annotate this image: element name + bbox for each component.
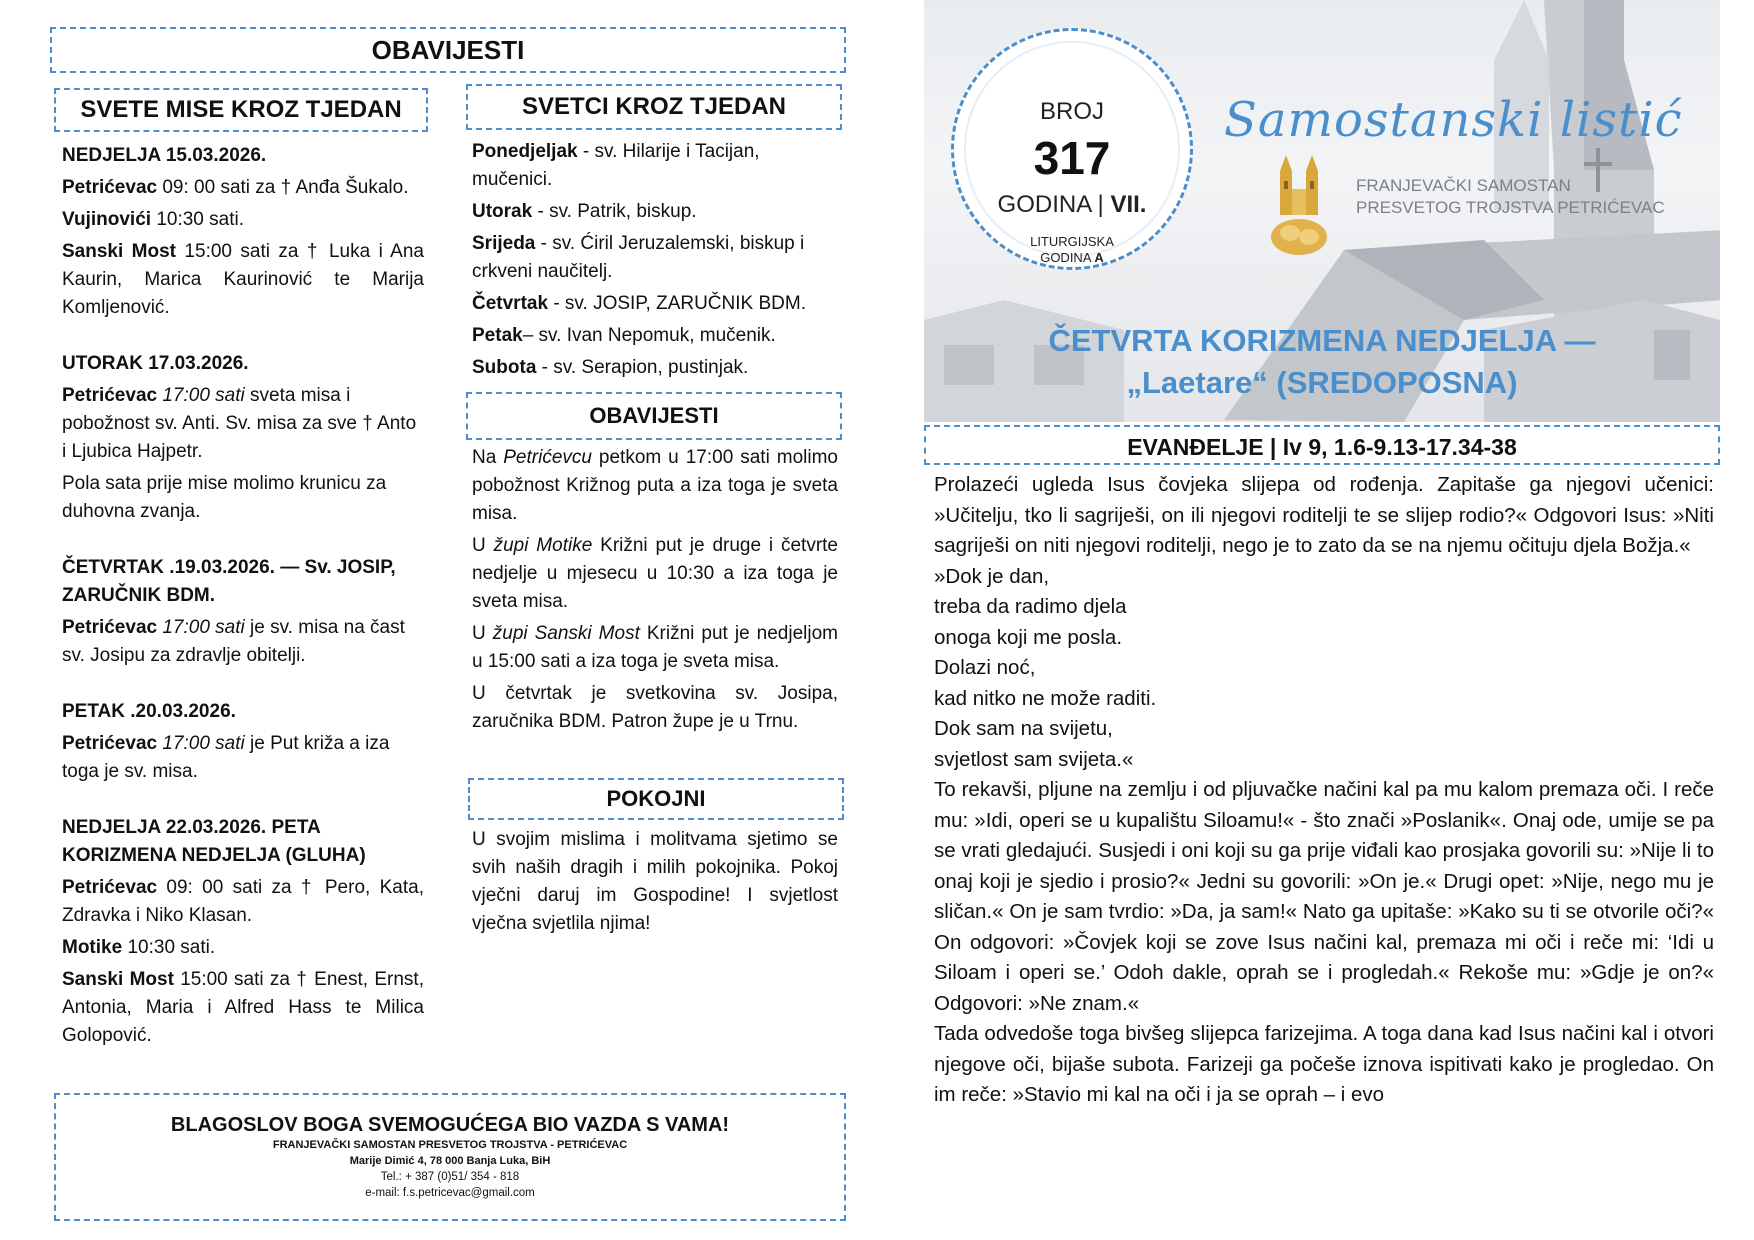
saint-item: Ponedjeljak - sv. Hilarije i Tacijan, mučenici. — [472, 141, 760, 190]
church-logo-icon — [1262, 153, 1342, 273]
mass-line: Sanski Most 15:00 sati za † Enest, Ernst, Antonia, Maria i Alfred Hass te Milica Golopović. — [62, 969, 424, 1046]
mass-day-3 — [62, 554, 424, 670]
deceased-header: POKOJNI — [468, 778, 844, 820]
verse-line: treba da radimo djela — [934, 595, 1127, 618]
footer-box — [54, 1093, 846, 1221]
blessing-line: BLAGOSLOV BOGA SVEMOGUĆEGA BIO VAZDA S VAMA! — [170, 1114, 730, 1136]
mass-day-title: NEDJELJA 15.03.2026. — [62, 145, 267, 166]
notice-item: Na Petrićevcu petkom u 17:00 sati molimo pobožnost Križnog puta a iza toga je sveta misa. — [472, 447, 838, 524]
gospel-verse — [934, 562, 1714, 776]
saint-item: Petak– sv. Ivan Nepomuk, mučenik. — [472, 325, 776, 346]
email: e-mail: f.s.petricevac@gmail.com — [365, 1187, 535, 1199]
mass-line: Petrićevac 17:00 sati je sv. misa na čast sv. Josipu za zdravlje obitelji. — [62, 617, 405, 666]
masses-column — [62, 142, 424, 1070]
mass-day-5 — [62, 814, 424, 1050]
notices-list — [472, 444, 838, 740]
mass-day-2 — [62, 350, 424, 526]
gospel-text — [934, 470, 1714, 1111]
bulletin-title: Samostanski listić — [1224, 92, 1683, 148]
monastery-subtitle: FRANJEVAČKI SAMOSTAN PRESVETOG TROJSTVA PETRIĆEVAC — [1356, 176, 1665, 217]
deceased-text — [472, 826, 838, 942]
mass-line: Petrićevac 17:00 sati je Put križa a iza toga je sv. misa. — [62, 733, 390, 782]
saint-item: Utorak - sv. Patrik, biskup. — [472, 201, 697, 222]
gospel-paragraph: Prolazeći ugleda Isus čovjeka slijepa od rođenja. Zapitaše ga njegovi učenici: »Učitelju, tko li sagriješi, on ili njegovi roditelji te se slijep rodio?« Odgovori Isus: »Niti sagriješi on niti njegovi roditelji, nego je to zato da se na njemu očituju djela Božja.« — [934, 473, 1714, 557]
issue-badge — [951, 28, 1193, 270]
phone: Tel.: + 387 (0)51/ 354 - 818 — [380, 1171, 520, 1183]
issue-badge-inner — [964, 41, 1180, 265]
notices-header: OBAVIJESTI — [466, 392, 842, 440]
liturgical-year: LITURGIJSKA GODINA A — [1030, 234, 1114, 265]
saint-item: Srijeda - sv. Ćiril Jeruzalemski, biskup i crkveni naučitelj. — [472, 233, 805, 282]
saints-header: SVETCI KROZ TJEDAN — [466, 84, 842, 130]
notice-item: U župi Motike Križni put je druge i četvrte nedjelje u mjesecu u 10:30 a iza toga je sveta misa. — [472, 535, 839, 612]
mass-line: Petrićevac 09: 00 sati za † Anđa Šukalo. — [62, 177, 409, 198]
deceased-paragraph: U svojim mislima i molitvama sjetimo se svih naših dragih i milih pokojnika. Pokoj vječni daruj im Gospodine! I svjetlost vječna svjetlila njima! — [472, 829, 838, 934]
mass-line: Vujinovići 10:30 sati. — [62, 209, 244, 230]
masses-header: SVETE MISE KROZ TJEDAN — [54, 88, 428, 132]
issue-number: 317 — [1033, 132, 1111, 184]
verse-line: svjetlost sam svijeta.« — [934, 747, 1134, 771]
mass-day-title: UTORAK 17.03.2026. — [62, 353, 249, 374]
verse-line: »Dok je dan, — [934, 564, 1050, 588]
issue-label: BROJ — [1039, 98, 1104, 125]
year-label: GODINA | VII. — [997, 191, 1147, 218]
verse-line: Dok sam na svijetu, — [934, 717, 1113, 740]
saints-list — [472, 138, 838, 386]
mass-day-title: PETAK .20.03.2026. — [62, 701, 236, 722]
verse-line: Dolazi noć, — [934, 656, 1036, 679]
notices-main-header: OBAVIJESTI — [50, 27, 846, 73]
gospel-paragraph: To rekavši, pljune na zemlju i od pljuvačke načini kal pa mu kalom premaza oči. I reče mu: »Idi, operi se u kupalištu Siloamu!« - što znači »Poslanik«. Onaj ode, umije se pa se vrati gledajući. Susjedi i oni koji su ga prije viđali kao prosjaka govorili su: »Nije li to onaj koji je sjedio i prosio?« Jedni su govorili: »On je.« Drugi opet: »Nije, nego mu je sličan.« On je sam tvrdio: »Da, ja sam!« Nato ga upitaše: »Kako su ti se otvorile oči?« On odgovori: »Čovjek koji se zove Isus načini kal, premaza mi oči i reče mi: ‘Idi u Siloam i operi se.’ Odoh dakle, oprah se i progledah.« Rekoše mu: »Gdje je on?« Odgovori: »Ne znam.« — [934, 778, 1714, 1015]
saint-item: Subota - sv. Serapion, pustinjak. — [472, 357, 749, 378]
saint-item: Četvrtak - sv. JOSIP, ZARUČNIK BDM. — [472, 293, 806, 314]
mass-day-title: ČETVRTAK .19.03.2026. — Sv. JOSIP, ZARUČNIK BDM. — [62, 557, 396, 606]
mass-day-1 — [62, 142, 424, 322]
masthead-hero — [924, 0, 1720, 422]
address: Marije Dimić 4, 78 000 Banja Luka, BiH — [349, 1155, 551, 1167]
mass-line: Sanski Most 15:00 sati za † Luka i Ana Kaurin, Marica Kaurinović te Marija Komljenović. — [62, 241, 424, 318]
mass-day-title: NEDJELJA 22.03.2026. PETA KORIZMENA NEDJELJA (GLUHA) — [62, 817, 366, 866]
verse-line: kad nitko ne može raditi. — [934, 686, 1157, 710]
monastery-name: FRANJEVAČKI SAMOSTAN PRESVETOG TROJSTVA - PETRIĆEVAC — [272, 1139, 628, 1151]
mass-day-4 — [62, 698, 424, 786]
gospel-header: EVANĐELJE | Iv 9, 1.6-9.13-17.34-38 — [924, 425, 1720, 465]
mass-line: Pola sata prije mise molimo krunicu za duhovna zvanja. — [62, 473, 387, 522]
notice-item: U četvrtak je svetkovina sv. Josipa, zaručnika BDM. Patron župe je u Trnu. — [472, 683, 838, 732]
mass-line: Motike 10:30 sati. — [62, 937, 216, 958]
gospel-paragraph: Tada odvedoše toga bivšeg slijepca farizejima. A toga dana kad Isus načini kal i otvori njegove oči, bijaše subota. Farizeji ga počeše iznova ispitivati kako je progledao. On im reče: »Stavio mi kal na oči i ja se oprah – i evo — [934, 1022, 1714, 1106]
mass-line: Petrićevac 17:00 sati sveta misa i pobožnost sv. Anti. Sv. misa za sve † Anto i Ljubica Hajpetr. — [62, 385, 417, 462]
notice-item: U župi Sanski Most Križni put je nedjeljom u 15:00 sati a iza toga je sveta misa. — [472, 623, 838, 672]
mass-line: Petrićevac 09: 00 sati za † Pero, Kata, Zdravka i Niko Klasan. — [62, 877, 424, 926]
sunday-title: ČETVRTA KORIZMENA NEDJELJA — „Laetare“ (SREDOPOSNA) — [1048, 323, 1596, 400]
verse-line: onoga koji me posla. — [934, 625, 1123, 649]
